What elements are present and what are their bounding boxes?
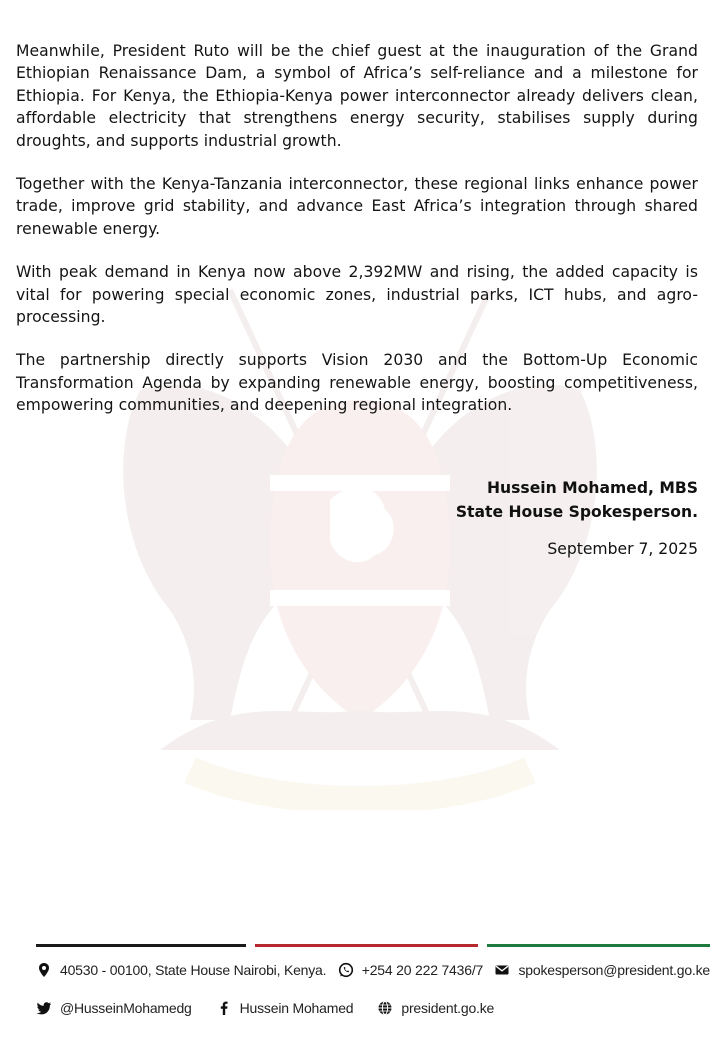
body-paragraph: With peak demand in Kenya now above 2,392MW and rising, the added capacity is vital for powering special economic zones, industrial parks, ICT hubs, and agro-processing. [16,263,698,327]
email-text: spokesperson@president.go.ke [518,962,710,978]
body-paragraph: The partnership directly supports Vision 2030 and the Bottom-Up Economic Transformation Agenda by expanding renewable energy, boosting competitiveness, empowering communities, and deepening regional integration. [16,351,698,415]
signatory-title: State House Spokesperson. [455,503,698,521]
footer-facebook[interactable] [216,1000,354,1016]
footer-rule-red [255,944,478,947]
footer-email[interactable] [494,962,710,978]
signatory-name: Hussein Mohamed, MBS [487,479,698,497]
facebook-name: Hussein Mohamed [239,1000,354,1016]
phone-text: +254 20 222 7436/7 [361,962,484,978]
twitter-handle: @HusseinMohamedg [60,1000,192,1016]
signature-block [456,476,698,560]
footer-address [36,962,326,978]
footer-phone[interactable] [338,962,483,978]
footer-rule-black [36,944,246,947]
whatsapp-phone-icon [338,962,354,978]
twitter-bird-icon [36,1000,52,1016]
globe-icon [377,1000,393,1016]
footer-website[interactable] [377,1000,494,1016]
footer-twitter[interactable] [36,1000,192,1016]
body-paragraph: Together with the Kenya-Tanzania interconnector, these regional links enhance power trade, improve grid stability, and advance East Africa’s integration through shared renewable energy. [16,175,698,238]
body-paragraph: Meanwhile, President Ruto will be the chief guest at the inauguration of the Grand Ethiopian Renaissance Dam, a symbol of Africa’s self-reliance and a milestone for Ethiopia. For Kenya, the Ethiopia-Kenya power interconnector already delivers clean, affordable electricity that strengthens energy security, stabilises supply during droughts, and supports industrial growth. [16,42,698,150]
footer-rule-green [487,944,710,947]
envelope-icon [494,962,510,978]
press-release-body [16,40,698,438]
address-text: 40530 - 00100, State House Nairobi, Kenya. [60,962,327,978]
website-text: president.go.ke [401,1000,495,1016]
facebook-icon [216,1000,232,1016]
footer-social-row [36,1000,710,1016]
footer-contact-row [36,962,710,978]
location-pin-icon [36,962,52,978]
release-date: September 7, 2025 [547,540,698,558]
